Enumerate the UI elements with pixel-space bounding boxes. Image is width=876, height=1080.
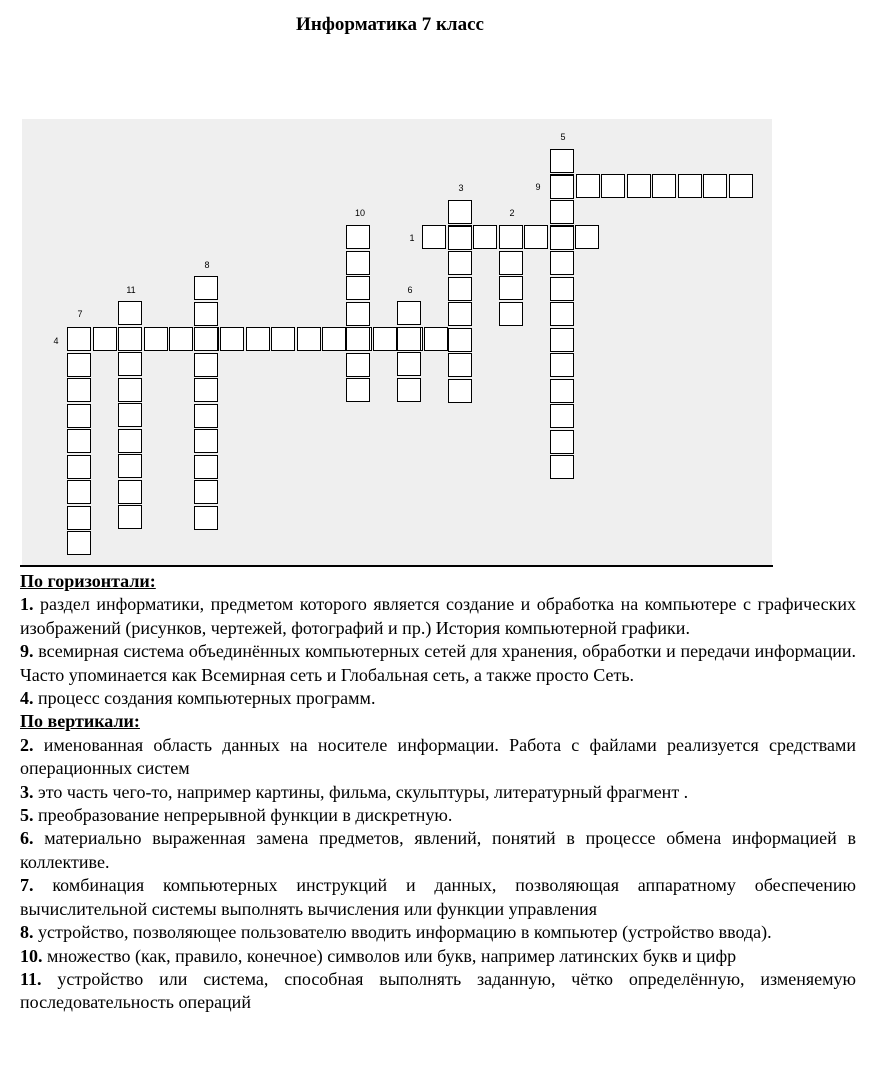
clue-number: 1. (20, 594, 34, 615)
crossword-cell[interactable] (448, 226, 472, 250)
crossword-cell[interactable] (194, 327, 218, 351)
crossword-cell[interactable] (118, 480, 142, 504)
crossword-cell[interactable] (118, 505, 142, 529)
crossword-cell[interactable] (448, 302, 472, 326)
crossword-cell[interactable] (220, 327, 244, 351)
crossword-cell[interactable] (499, 302, 523, 326)
crossword-cell[interactable] (118, 429, 142, 453)
crossword-cell[interactable] (271, 327, 295, 351)
across-clue (20, 687, 856, 710)
crossword-cell[interactable] (550, 328, 574, 352)
down-clue (20, 874, 856, 921)
crossword-cell[interactable] (118, 454, 142, 478)
crossword-cell[interactable] (322, 327, 346, 351)
crossword-cell[interactable] (194, 276, 218, 300)
crossword-cell[interactable] (499, 225, 523, 249)
clue-text: устройство или система, способная выполнять заданную, чётко определённую, изменяемую последовательность операций (20, 968, 856, 1013)
crossword-cell[interactable] (550, 200, 574, 224)
crossword-cell[interactable] (67, 429, 91, 453)
clue-number-label: 5 (560, 132, 566, 142)
across-heading: По горизонтали: (20, 571, 156, 591)
crossword-cell[interactable] (194, 302, 218, 326)
crossword-cell[interactable] (118, 301, 142, 325)
crossword-cell[interactable] (424, 327, 448, 351)
crossword-cell[interactable] (93, 327, 117, 351)
crossword-cell[interactable] (194, 404, 218, 428)
crossword-cell[interactable] (346, 276, 370, 300)
down-clue (20, 781, 856, 804)
clue-number-label: 7 (77, 309, 83, 319)
crossword-cell[interactable] (524, 225, 548, 249)
crossword-cell[interactable] (473, 225, 497, 249)
crossword-cell[interactable] (499, 251, 523, 275)
clue-text: преобразование непрерывной функции в дискретную. (33, 805, 453, 826)
clue-number-label: 8 (204, 260, 210, 270)
across-clue (20, 640, 856, 687)
crossword-cell[interactable] (194, 353, 218, 377)
clue-text: материально выраженная замена предметов, явлений, понятий в процессе обмена информацией в коллективе. (20, 828, 856, 872)
crossword-cell[interactable] (346, 302, 370, 326)
clue-number-label: 10 (354, 208, 365, 218)
clue-number: 3. (20, 781, 34, 802)
crossword-cell[interactable] (246, 327, 270, 351)
crossword-cell[interactable] (346, 353, 370, 377)
down-clue (20, 734, 856, 781)
clue-text: всемирная система объединённых компьютерных сетей для хранения, обработки и передачи информации. Часто упоминается как Всемирная сеть и Глобальная сеть, а также просто Сеть. (20, 641, 856, 685)
crossword-cell[interactable] (397, 301, 421, 325)
down-clue (20, 921, 856, 944)
crossword-cell[interactable] (397, 378, 421, 402)
crossword-cell[interactable] (448, 200, 472, 224)
crossword-cell[interactable] (118, 352, 142, 376)
crossword-cell[interactable] (627, 174, 651, 198)
clue-number: 4. (20, 688, 34, 709)
crossword-cell[interactable] (118, 403, 142, 427)
down-clue (20, 827, 856, 874)
crossword-cell[interactable] (67, 506, 91, 530)
crossword-cell[interactable] (652, 174, 676, 198)
clue-text: множество (как, правило, конечное) символов или букв, например латинских букв и цифр (42, 945, 737, 966)
crossword-cell[interactable] (118, 378, 142, 402)
crossword-cell[interactable] (550, 430, 574, 454)
clue-number: 6. (20, 828, 34, 849)
section-divider (20, 565, 773, 567)
crossword-cell[interactable] (169, 327, 193, 351)
clue-text: раздел информатики, предметом которого является создание и обработка на компьютере с графических изображений (рисунков, чертежей, фотографий и пр.) История компьютерной графики. (20, 594, 856, 638)
clue-text: комбинация компьютерных инструкций и данных, позволяющая аппаратному обеспечению вычислительной системы выполнять вычисления или функции управления (20, 875, 856, 919)
clue-number: 10. (20, 945, 43, 966)
crossword-cell[interactable] (550, 353, 574, 377)
clue-number: 11. (20, 968, 42, 989)
clue-number-label: 6 (407, 285, 413, 295)
crossword-cell[interactable] (601, 174, 625, 198)
down-clue (20, 968, 856, 1015)
clue-number-label: 3 (458, 183, 464, 193)
crossword-cell[interactable] (67, 353, 91, 377)
crossword-cell[interactable] (118, 327, 142, 351)
crossword-cell[interactable] (575, 225, 599, 249)
crossword-cell[interactable] (703, 174, 727, 198)
crossword-cell[interactable] (194, 455, 218, 479)
clue-number: 9. (20, 641, 34, 662)
crossword-cell[interactable] (448, 328, 472, 352)
crossword-cell[interactable] (550, 379, 574, 403)
down-clue (20, 804, 856, 827)
crossword-cell[interactable] (194, 429, 218, 453)
crossword-cell[interactable] (144, 327, 168, 351)
crossword-cell[interactable] (67, 480, 91, 504)
clue-number-label: 2 (509, 208, 515, 218)
clue-text: устройство, позволяющее пользователю вводить информацию в компьютер (устройство ввода). (33, 922, 772, 943)
down-clue (20, 945, 856, 968)
crossword-cell[interactable] (397, 327, 421, 351)
crossword-cell[interactable] (346, 225, 370, 249)
crossword-cell[interactable] (67, 455, 91, 479)
clue-number: 8. (20, 922, 34, 943)
crossword-cell[interactable] (397, 352, 421, 376)
clue-text: это часть чего-то, например картины, фильма, скульптуры, литературный фрагмент . (33, 781, 689, 802)
clue-number: 5. (20, 805, 34, 826)
crossword-cell[interactable] (550, 251, 574, 275)
crossword-cell[interactable] (373, 327, 397, 351)
crossword-cell[interactable] (67, 404, 91, 428)
crossword-cell[interactable] (550, 404, 574, 428)
crossword-cell[interactable] (297, 327, 321, 351)
crossword-cell[interactable] (678, 174, 702, 198)
clue-number-label: 4 (53, 336, 59, 346)
crossword-cell[interactable] (67, 531, 91, 555)
crossword-cell[interactable] (550, 149, 574, 173)
page-title: Информатика 7 класс (296, 14, 484, 35)
crossword-cell[interactable] (346, 251, 370, 275)
crossword-cell[interactable] (346, 378, 370, 402)
crossword-cell[interactable] (550, 226, 574, 250)
crossword-cell[interactable] (550, 302, 574, 326)
crossword-cell[interactable] (448, 379, 472, 403)
down-heading: По вертикали: (20, 711, 140, 732)
crossword-cell[interactable] (499, 276, 523, 300)
clue-number: 2. (20, 734, 34, 755)
crossword-cell[interactable] (194, 378, 218, 402)
crossword-cell[interactable] (422, 225, 446, 249)
clue-number: 7. (20, 875, 34, 896)
clue-number-label: 1 (409, 233, 415, 243)
crossword-cell[interactable] (550, 175, 574, 199)
crossword-cell[interactable] (194, 480, 218, 504)
clue-text: именованная область данных на носителе информации. Работа с файлами реализуется средствами операционных систем (20, 734, 856, 779)
clues-section (20, 570, 856, 1015)
crossword-cell[interactable] (194, 506, 218, 530)
crossword-cell[interactable] (346, 327, 370, 351)
crossword-grid (22, 119, 772, 565)
crossword-cell[interactable] (729, 174, 753, 198)
crossword-cell[interactable] (448, 251, 472, 275)
clue-number-label: 9 (535, 182, 541, 192)
crossword-cell[interactable] (67, 378, 91, 402)
crossword-cell[interactable] (550, 277, 574, 301)
clue-number-label: 11 (126, 285, 136, 295)
crossword-cell[interactable] (576, 174, 600, 198)
across-clue (20, 593, 856, 640)
crossword-cell[interactable] (67, 327, 91, 351)
crossword-cell[interactable] (448, 353, 472, 377)
clue-text: процесс создания компьютерных программ. (33, 688, 376, 709)
crossword-cell[interactable] (448, 277, 472, 301)
crossword-cell[interactable] (550, 455, 574, 479)
